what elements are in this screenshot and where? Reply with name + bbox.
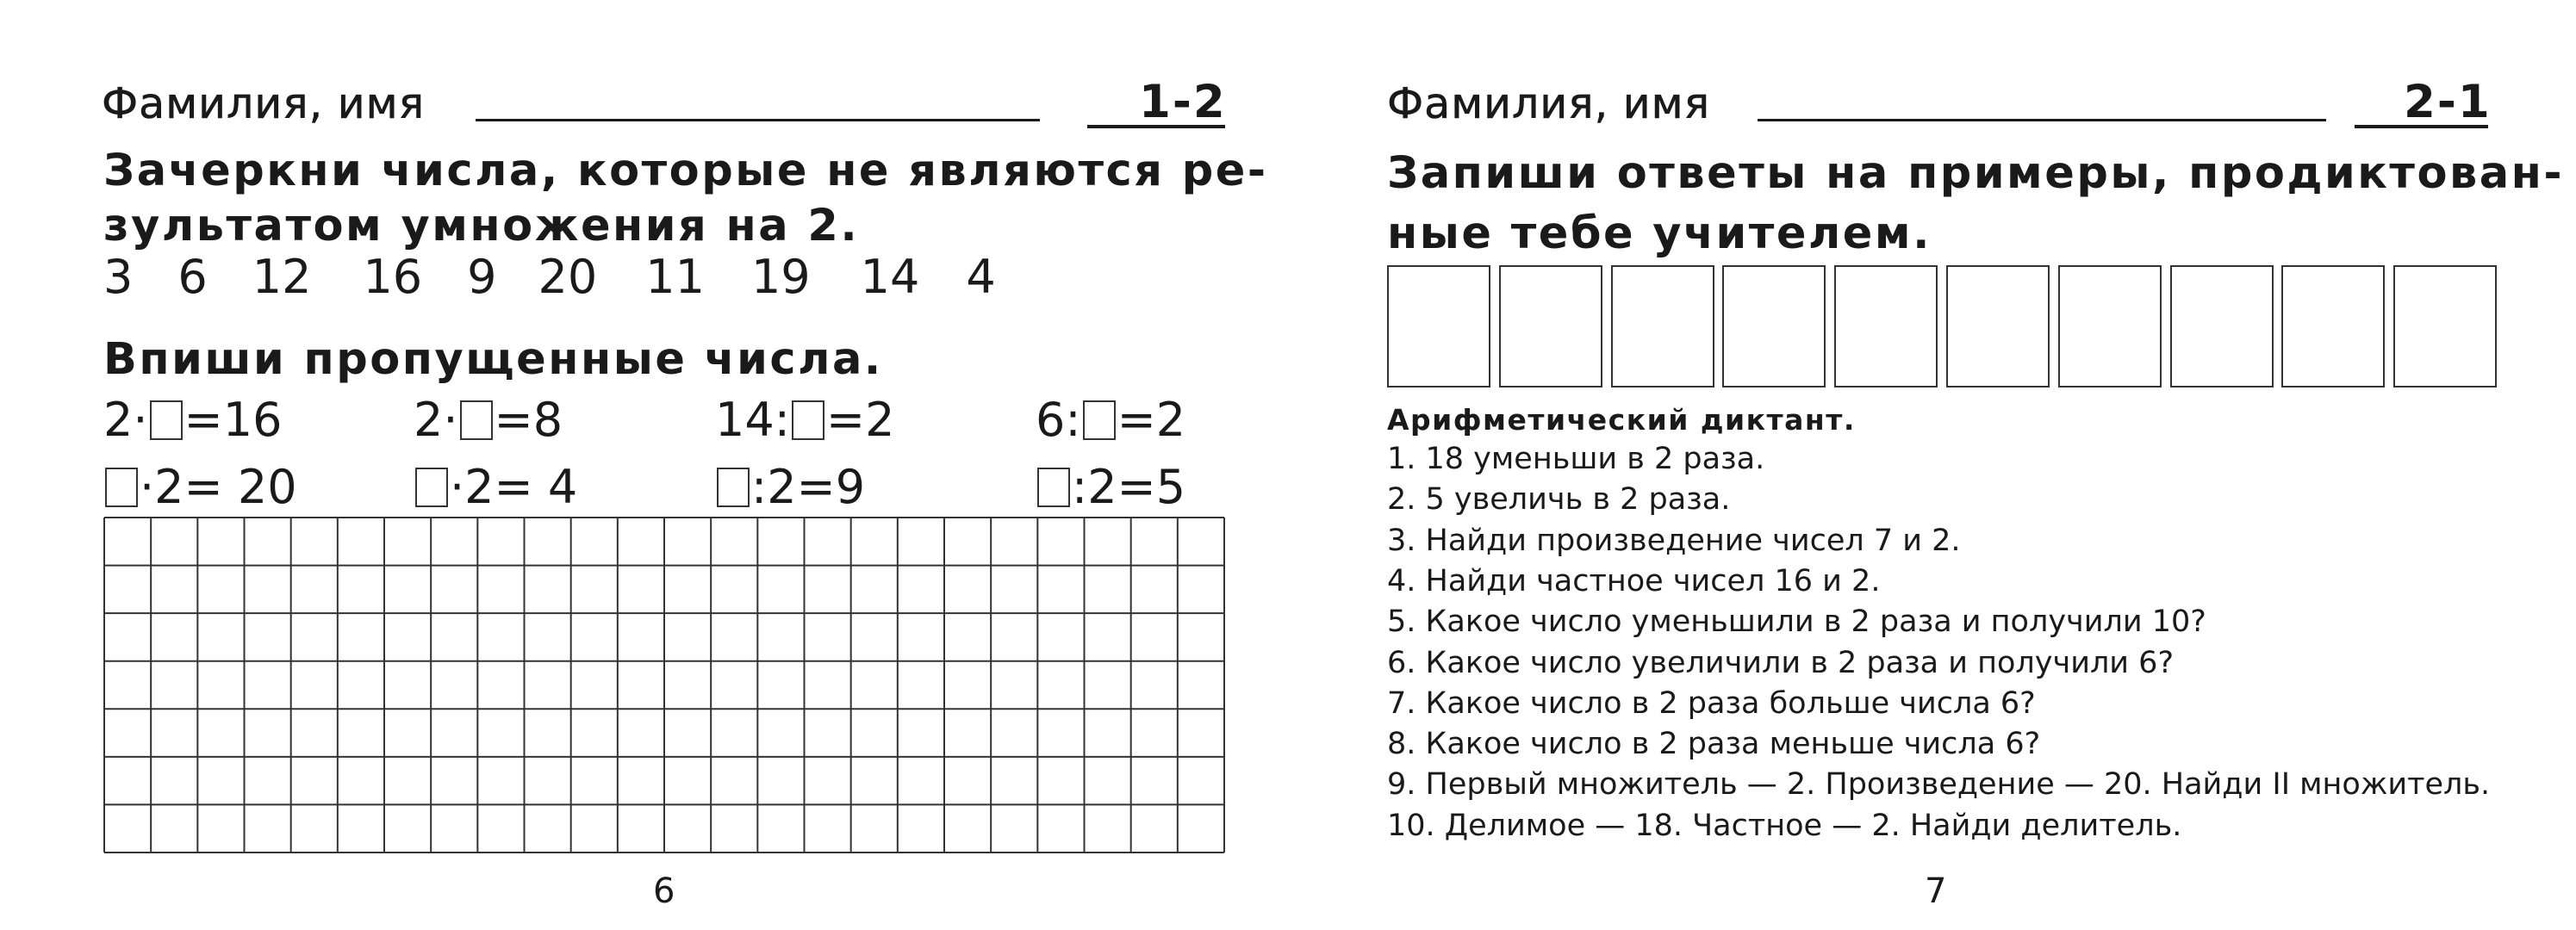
page-number-right: 7 xyxy=(1925,871,1947,911)
dictation-title: Арифметический диктант. xyxy=(1387,403,1856,437)
dictation-item: 3. Найди произведение чисел 7 и 2. xyxy=(1387,523,1961,558)
equation xyxy=(103,393,283,447)
equation-left-part: 2· xyxy=(414,393,458,447)
worksheet-code-underline xyxy=(1087,125,1225,128)
right-page xyxy=(1288,0,2576,930)
number-item[interactable]: 3 xyxy=(103,250,134,304)
equation-left-part: 6: xyxy=(1036,393,1081,447)
answer-cells xyxy=(1387,265,2488,388)
answer-cell[interactable] xyxy=(2170,265,2274,388)
missing-number-box[interactable] xyxy=(105,468,138,507)
dictation-item: 1. 18 уменьши в 2 раза. xyxy=(1387,442,1765,476)
dictation-item: 8. Какое число в 2 раза меньше числа 6? xyxy=(1387,727,2041,762)
answer-grid[interactable] xyxy=(103,517,1225,853)
equation-right-part: :2=5 xyxy=(1072,460,1186,514)
answer-cell[interactable] xyxy=(1834,265,1938,388)
missing-number-box[interactable] xyxy=(415,468,448,507)
worksheet-code: 2-1 xyxy=(2404,76,2492,128)
missing-number-box[interactable] xyxy=(792,400,824,440)
missing-number-box[interactable] xyxy=(717,468,750,507)
number-item[interactable]: 6 xyxy=(177,250,208,304)
answer-cell[interactable] xyxy=(1722,265,1826,388)
dictation-item: 7. Какое число в 2 раза больше числа 6? xyxy=(1387,685,2036,721)
missing-number-box[interactable] xyxy=(150,400,183,440)
task-title-line2: ные тебе учителем. xyxy=(1387,208,1932,259)
task1-title-line1: Зачеркни числа, которые не являются ре- xyxy=(103,146,1268,196)
name-label: Фамилия, имя xyxy=(1387,79,1711,128)
equation xyxy=(414,393,563,447)
missing-number-box[interactable] xyxy=(1083,400,1116,440)
equation-right-part: =2 xyxy=(825,393,895,447)
number-item[interactable]: 9 xyxy=(467,250,497,304)
task2-title: Впиши пропущенные числа. xyxy=(103,334,883,385)
number-item[interactable]: 12 xyxy=(252,250,312,304)
number-item[interactable]: 20 xyxy=(538,250,598,304)
worksheet-code-underline xyxy=(2355,125,2488,128)
dictation-item: 5. Какое число уменьшили в 2 раза и получили 10? xyxy=(1387,604,2206,640)
answer-cell[interactable] xyxy=(1946,265,2050,388)
equation-right-part: =2 xyxy=(1117,393,1186,447)
missing-number-box[interactable] xyxy=(1037,468,1070,507)
equations-row-1 xyxy=(103,393,1223,453)
equation xyxy=(1036,393,1185,447)
number-item[interactable]: 11 xyxy=(645,250,705,304)
number-item[interactable]: 16 xyxy=(363,250,423,304)
answer-cell[interactable] xyxy=(1387,265,1490,388)
worksheet-code: 1-2 xyxy=(1139,76,1227,128)
numbers-row xyxy=(103,250,996,304)
equation xyxy=(1036,460,1185,514)
task1-title-line2: зультатом умножения на 2. xyxy=(103,201,860,251)
task-title-line1: Запиши ответы на примеры, продиктован- xyxy=(1387,148,2565,199)
missing-number-box[interactable] xyxy=(460,400,493,440)
equations-row-2 xyxy=(103,460,1223,520)
equation-left-part: 2· xyxy=(103,393,148,447)
equation-right-part: :2=9 xyxy=(751,460,866,514)
equation xyxy=(103,460,297,514)
equation-left-part: 14: xyxy=(715,393,790,447)
dictation-item: 6. Какое число увеличили в 2 раза и получили 6? xyxy=(1387,645,2175,680)
answer-cell[interactable] xyxy=(1499,265,1602,388)
dictation-item: 2. 5 увеличь в 2 раза. xyxy=(1387,482,1731,518)
answer-cell[interactable] xyxy=(2058,265,2162,388)
name-input-line[interactable] xyxy=(1758,119,2326,121)
page-number-left: 6 xyxy=(653,871,675,911)
dictation-item: 4. Найди частное чисел 16 и 2. xyxy=(1387,563,1881,598)
dictation-item: 10. Делимое — 18. Частное — 2. Найди делитель. xyxy=(1387,808,2182,843)
equation-right-part: =16 xyxy=(184,393,283,447)
equation xyxy=(414,460,577,514)
answer-cell[interactable] xyxy=(2281,265,2385,388)
equation-right-part: ·2= 4 xyxy=(450,460,578,514)
equation xyxy=(715,393,895,447)
answer-cell[interactable] xyxy=(2393,265,2497,388)
equation xyxy=(715,460,865,514)
equation-right-part: ·2= 20 xyxy=(140,460,297,514)
name-label: Фамилия, имя xyxy=(102,79,426,128)
number-item[interactable]: 19 xyxy=(750,250,811,304)
number-item[interactable]: 4 xyxy=(966,250,996,304)
dictation-item: 9. Первый множитель — 2. Произведение — 20. Найди II множитель. xyxy=(1387,767,2491,803)
name-input-line[interactable] xyxy=(476,119,1040,121)
number-item[interactable]: 14 xyxy=(860,250,920,304)
equation-right-part: =8 xyxy=(494,393,563,447)
answer-cell[interactable] xyxy=(1611,265,1714,388)
